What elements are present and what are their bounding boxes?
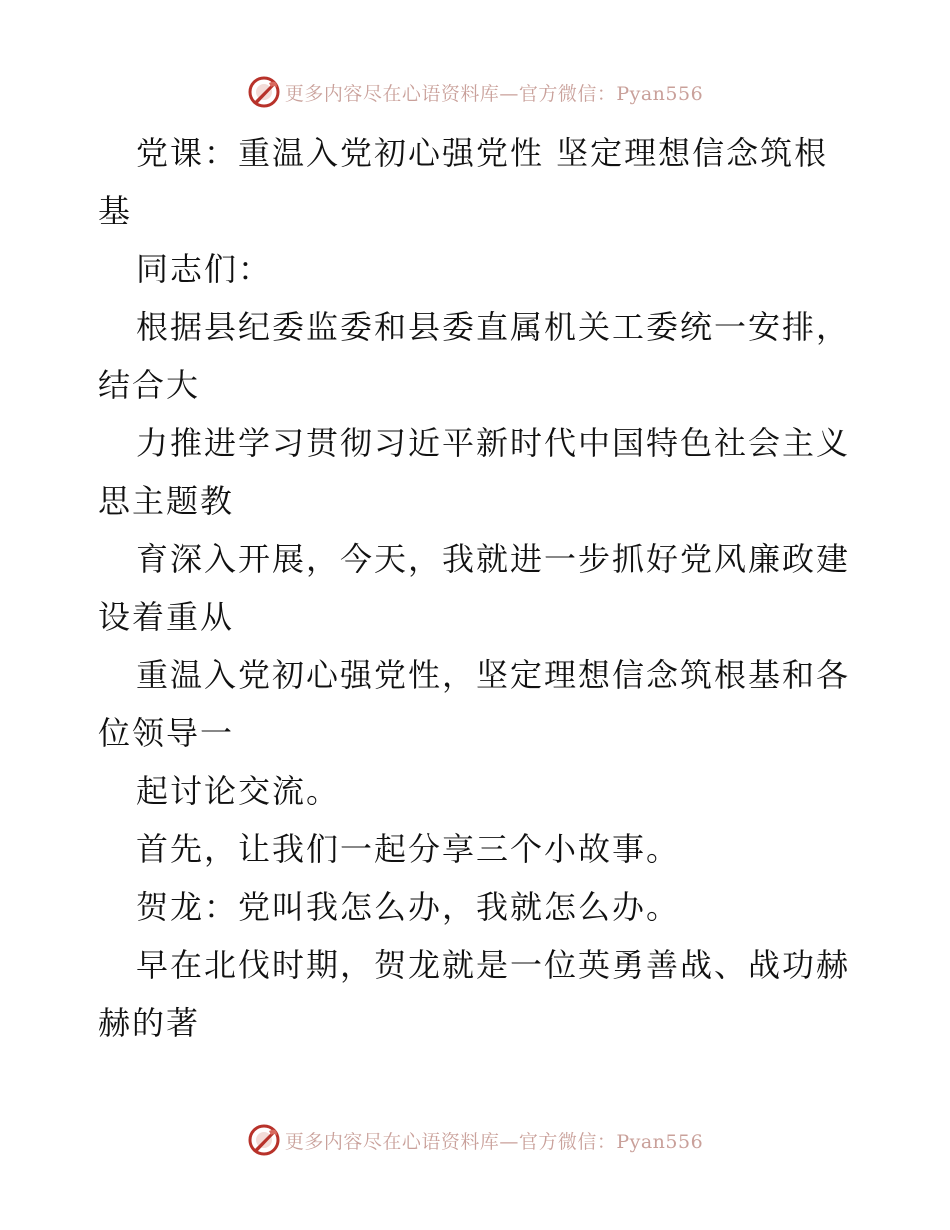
footer-banner-text: 更多内容尽在心语资料库—官方微信：Pyan556 (284, 1130, 704, 1153)
paragraph-4: 重温入党初心强党性，坚定理想信念筑根基和各位领导一 (98, 656, 851, 752)
header-banner-text: 更多内容尽在心语资料库—官方微信：Pyan556 (284, 82, 704, 105)
paragraph-2: 力推进学习贯彻习近平新时代中国特色社会主义思主题教 (98, 424, 851, 520)
paragraph-3: 育深入开展，今天，我就进一步抓好党风廉政建设着重从 (98, 540, 851, 636)
header-watermark-banner (0, 70, 950, 114)
paragraph-6: 首先，让我们一起分享三个小故事。 (136, 830, 681, 868)
paragraph-7: 贺龙：党叫我怎么办，我就怎么办。 (136, 888, 681, 926)
paragraph-1: 根据县纪委监委和县委直属机关工委统一安排，结合大 (98, 308, 851, 404)
paragraph-8: 早在北伐时期，贺龙就是一位英勇善战、战功赫赫的著 (98, 946, 851, 1042)
paragraph-5: 起讨论交流。 (136, 772, 341, 810)
salutation: 同志们： (136, 250, 273, 288)
quill-logo-icon (247, 75, 281, 109)
footer-watermark-banner (0, 1118, 950, 1162)
document-title: 党课：重温入党初心强党性 坚定理想信念筑根基 (98, 134, 829, 230)
quill-logo-icon (247, 1123, 281, 1157)
document-body (98, 124, 858, 1052)
